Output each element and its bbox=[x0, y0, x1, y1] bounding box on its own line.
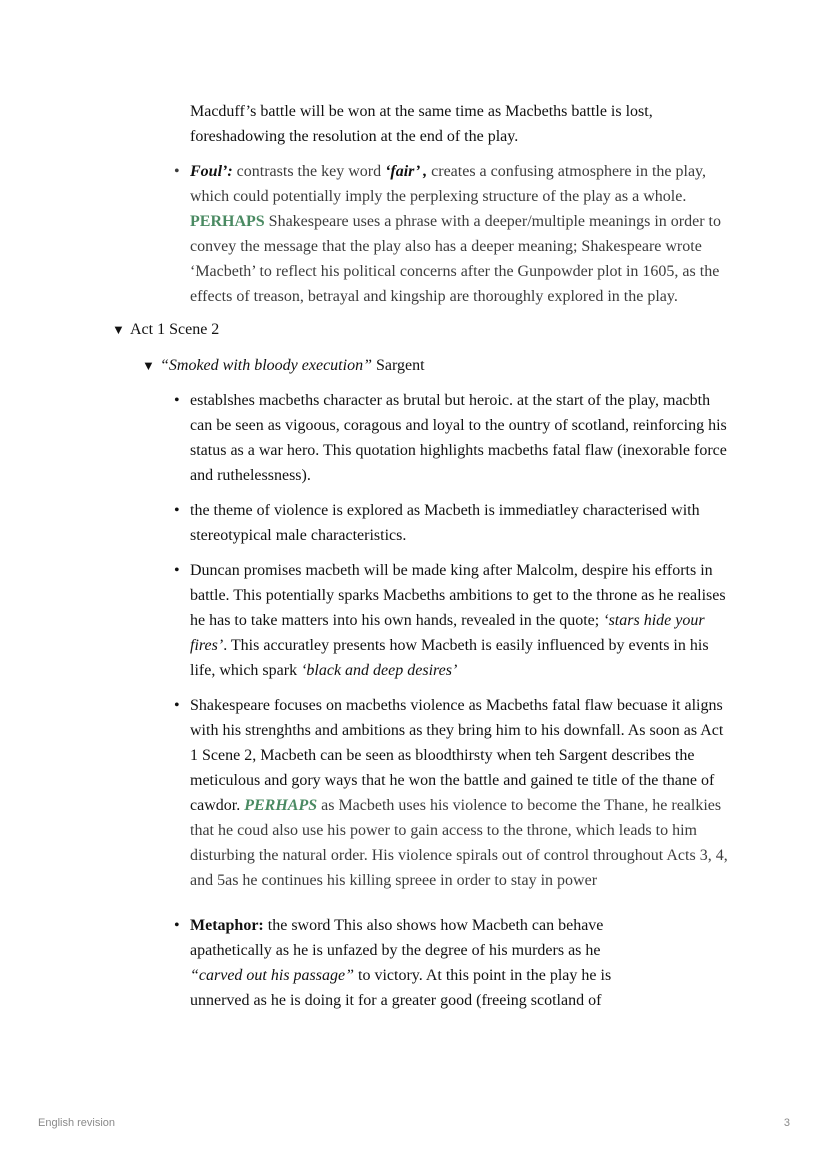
list-item: • establshes macbeths character as brutal but heroic. at the start of the play, macbth can be seen as vigoous, coragous and loyal to the ountry of scotland, reinforcing his status as a war hero. This quotation highlights macbeths fatal flaw (inexorable force and ruthelessness). bbox=[190, 388, 730, 488]
intro-paragraph: Macduff’s battle will be won at the same time as Macbeths battle is lost, foreshadowing the resolution at the end of the play. bbox=[190, 103, 653, 145]
foul-list bbox=[0, 159, 828, 309]
list-item bbox=[190, 159, 730, 309]
text: the sword This also shows how Macbeth can behave apathetically as he is unfazed by the degree of his murders as he bbox=[190, 917, 604, 959]
metaphor-label: Metaphor: bbox=[190, 917, 264, 934]
footer-title: English revision bbox=[38, 1117, 116, 1129]
quote: “carved out his passage” bbox=[190, 967, 354, 984]
analysis-list bbox=[0, 388, 828, 1013]
toggle-smoked-quote[interactable] bbox=[142, 353, 828, 378]
list-item bbox=[190, 693, 730, 893]
text: Duncan promises macbeth will be made king after Malcolm, despire his efforts in battle. This potentially sparks Macbeths ambitions to get to the throne as he realises he has to take matters into his own hands, revealed in the quote; bbox=[190, 562, 726, 629]
text: contrasts the key word bbox=[232, 163, 386, 180]
text: creates a confusing atmosphere in the play, which could potentially imply the perplexing structure of the play as a whole. bbox=[190, 163, 706, 205]
text: Shakespeare uses a phrase with a deeper/multiple meanings in order to convey the message that the play also has a deeper meaning; Shakespeare wrote ‘Macbeth’ to reflect his political concerns after the Gunpowder plot in 1605, as the effects of treason, betrayal and kingship are thoroughly explored in the play. bbox=[190, 213, 721, 305]
text: to victory. At this point in the play he is unnerved as he is doing it for a greater good (freeing scotland of bbox=[190, 967, 612, 1009]
triangle-down-icon[interactable]: ▼ bbox=[142, 358, 155, 373]
text: . This accuratley presents how Macbeth is easily influenced by events in his life, which spark bbox=[190, 637, 709, 679]
document-body bbox=[0, 99, 828, 1023]
fair-quote: ‘fair’ , bbox=[385, 163, 428, 180]
perhaps-highlight: PERHAPS bbox=[190, 213, 265, 230]
foul-label: Foul’: bbox=[190, 163, 233, 180]
speaker: Sargent bbox=[371, 357, 425, 374]
quote: “Smoked with bloody execution” bbox=[160, 357, 372, 374]
list-item bbox=[190, 913, 640, 1013]
toggle-act1-scene2[interactable] bbox=[112, 317, 828, 342]
perhaps-highlight: PERHAPS bbox=[244, 797, 318, 814]
triangle-down-icon[interactable]: ▼ bbox=[112, 322, 125, 337]
quote: ‘black and deep desires’ bbox=[301, 662, 458, 679]
toggle-title: Act 1 Scene 2 bbox=[130, 321, 220, 338]
text: as Macbeth uses his violence to become the Thane, he realkies that he coud also use his power to gain access to the throne, which leads to him disturbing the natural order. His violence spirals out of control throughout Acts 3, 4, and 5as he continues his killing spreee in order to stay in power bbox=[190, 797, 728, 889]
list-item: • the theme of violence is explored as Macbeth is immediatley characterised with stereotypical male characteristics. bbox=[190, 498, 730, 548]
quote: ‘stars hide your fires’ bbox=[190, 612, 705, 654]
page-number: 3 bbox=[783, 1117, 790, 1129]
text: Shakespeare focuses on macbeths violence as Macbeths fatal flaw becuase it aligns with his strenghths and ambitions as they bring him to his downfall. As soon as Act 1 Scene 2, Macbeth can be seen as bloodthirsty when teh Sargent describes the meticulous and gory ways that he won the battle and gained te title of the thane of cawdor. bbox=[190, 697, 724, 814]
list-item bbox=[190, 558, 730, 683]
